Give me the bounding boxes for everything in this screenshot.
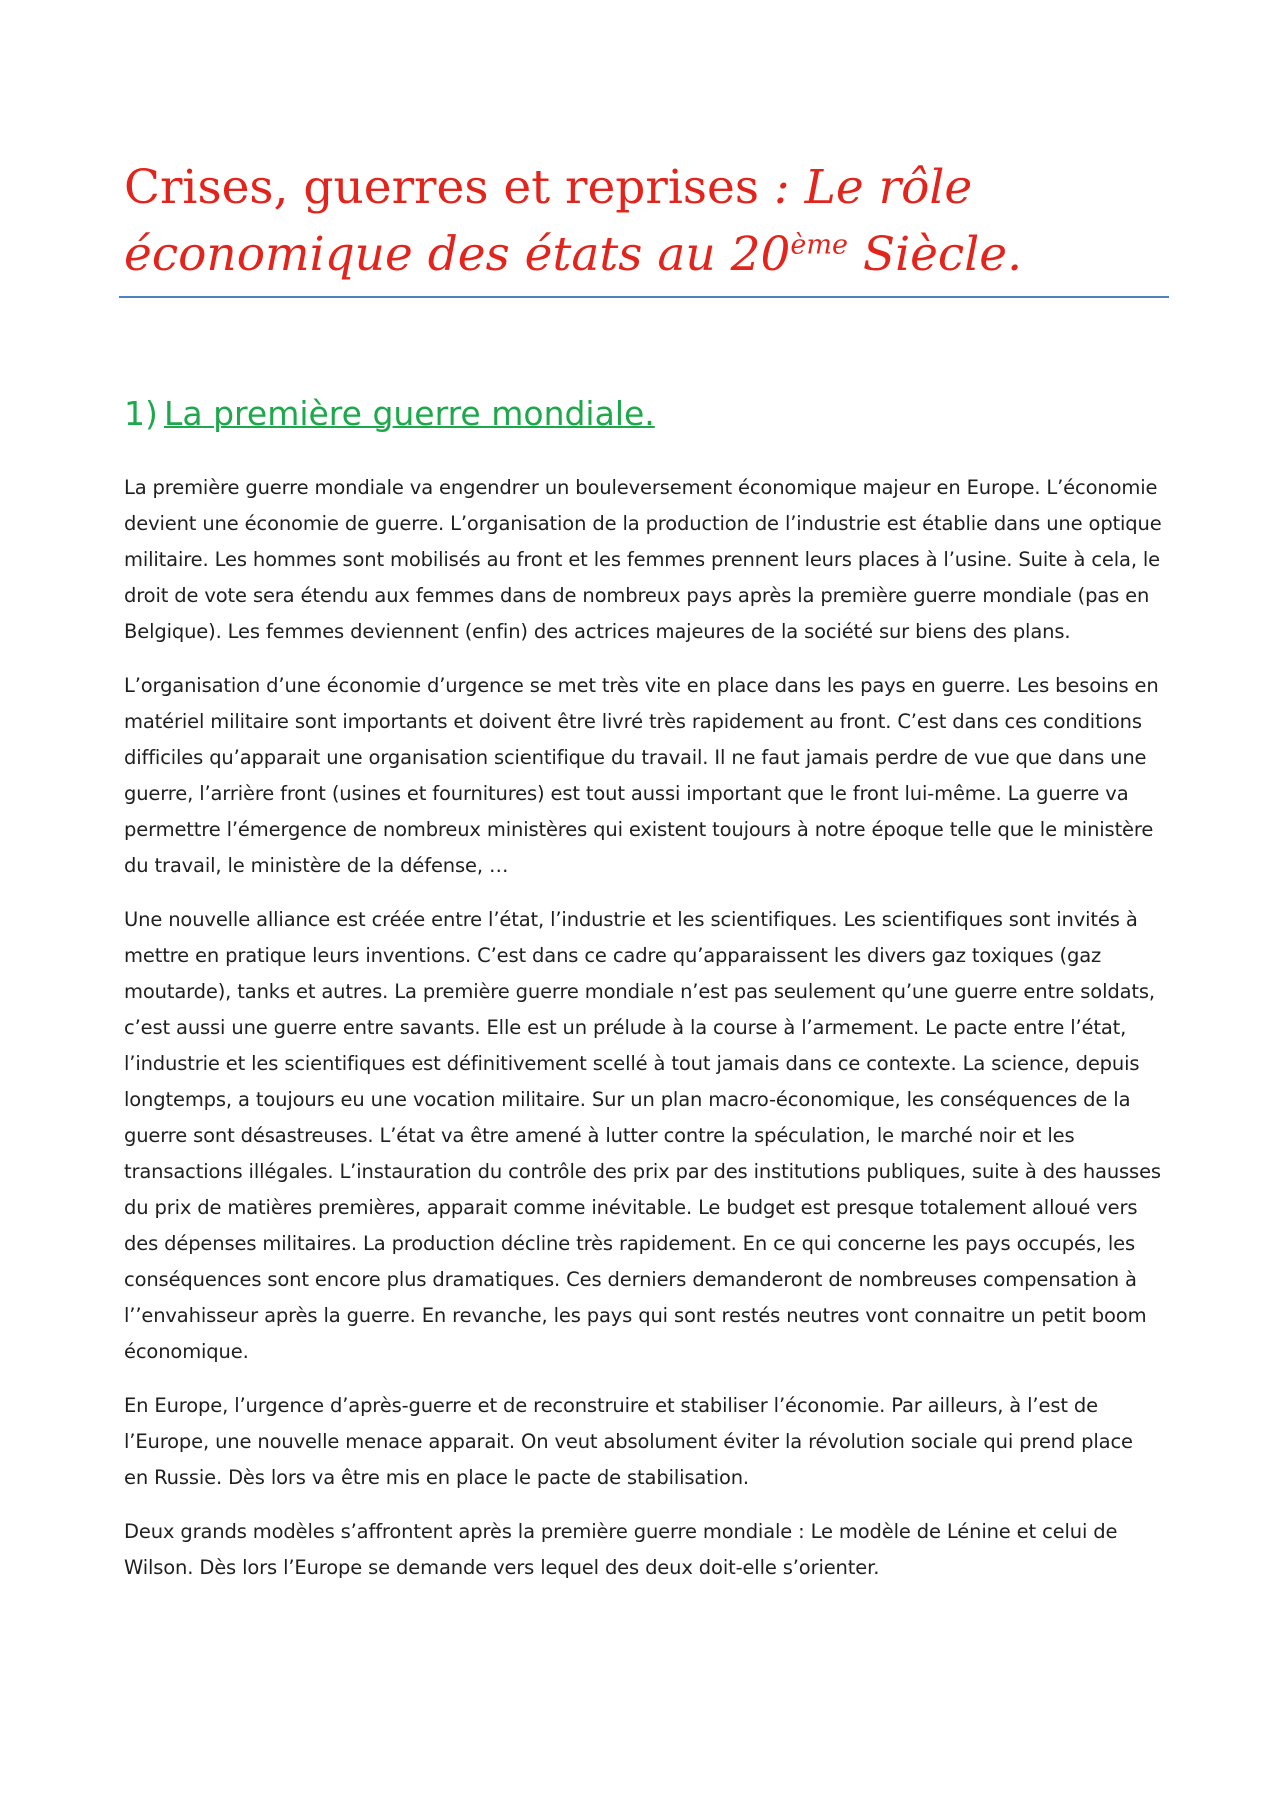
title-superscript: ème	[790, 229, 848, 261]
paragraph: La première guerre mondiale va engendrer un bouleversement économique majeur en Europe. L’économie devient une économie de guerre. L’organisation de la production de l’industrie est établie dans une optique militaire. Les hommes sont mobilisés au front et les femmes prennent leurs places à l’usine. Suite à cela, le droit de vote sera étendu aux femmes dans de nombreux pays après la première guerre mondiale (pas en Belgique). Les femmes deviennent (enfin) des actrices majeures de la société sur biens des plans.	[124, 476, 1162, 643]
section-heading-text: La première guerre mondiale.	[164, 394, 655, 433]
title-underline-rule	[119, 296, 1169, 298]
section-heading	[124, 384, 655, 444]
title-line2-end: Siècle.	[847, 227, 1023, 282]
paragraph: Deux grands modèles s’affrontent après la première guerre mondiale : Le modèle de Lénine et celui de Wilson. Dès lors l’Europe se demande vers lequel des deux doit-elle s’orienter.	[124, 1520, 1118, 1579]
document-title	[124, 154, 1174, 288]
paragraph: L’organisation d’une économie d’urgence se met très vite en place dans les pays en guerre. Les besoins en matériel militaire sont importants et doivent être livré très rapidement au front. C’est dans ces conditions difficiles qu’apparait une organisation scientifique du travail. Il ne faut jamais perdre de vue que dans une guerre, l’arrière front (usines et fournitures) est tout aussi important que le front lui-même. La guerre va permettre l’émergence de nombreux ministères qui existent toujours à notre époque telle que le ministère du travail, le ministère de la défense, …	[124, 674, 1159, 877]
paragraph: Une nouvelle alliance est créée entre l’état, l’industrie et les scientifiques. Les scientifiques sont invités à mettre en pratique leurs inventions. C’est dans ce cadre qu’apparaissent les divers gaz toxiques (gaz moutarde), tanks et autres. La première guerre mondiale n’est pas seulement qu’une guerre entre soldats, c’est aussi une guerre entre savants. Elle est un prélude à la course à l’armement. Le pacte entre l’état, l’industrie et les scientifiques est définitivement scellé à tout jamais dans ce contexte. La science, depuis longtemps, a toujours eu une vocation militaire. Sur un plan macro-économique, les conséquences de la guerre sont désastreuses. L’état va être amené à lutter contre la spéculation, le marché noir et les transactions illégales. L’instauration du contrôle des prix par des institutions publiques, suite à des hausses du prix de matières premières, apparait comme inévitable. Le budget est presque totalement alloué vers des dépenses militaires. La production décline très rapidement. En ce qui concerne les pays occupés, les conséquences sont encore plus dramatiques. Ces derniers demanderont de nombreuses compensation à l’’envahisseur après la guerre. En revanche, les pays qui sont restés neutres vont connaitre un petit boom économique.	[124, 908, 1161, 1363]
title-line2-text: économique des états au 20	[124, 227, 791, 282]
document-body	[124, 470, 1162, 1604]
paragraph: En Europe, l’urgence d’après-guerre et de reconstruire et stabiliser l’économie. Par ailleurs, à l’est de l’Europe, une nouvelle menace apparait. On veut absolument éviter la révolution sociale qui prend place en Russie. Dès lors va être mis en place le pacte de stabilisation.	[124, 1394, 1133, 1489]
title-line2	[124, 227, 1022, 282]
section-number: 1)	[124, 394, 158, 433]
title-italic-part: : Le rôle	[758, 160, 973, 215]
title-normal-part: Crises, guerres et reprises	[124, 160, 759, 215]
